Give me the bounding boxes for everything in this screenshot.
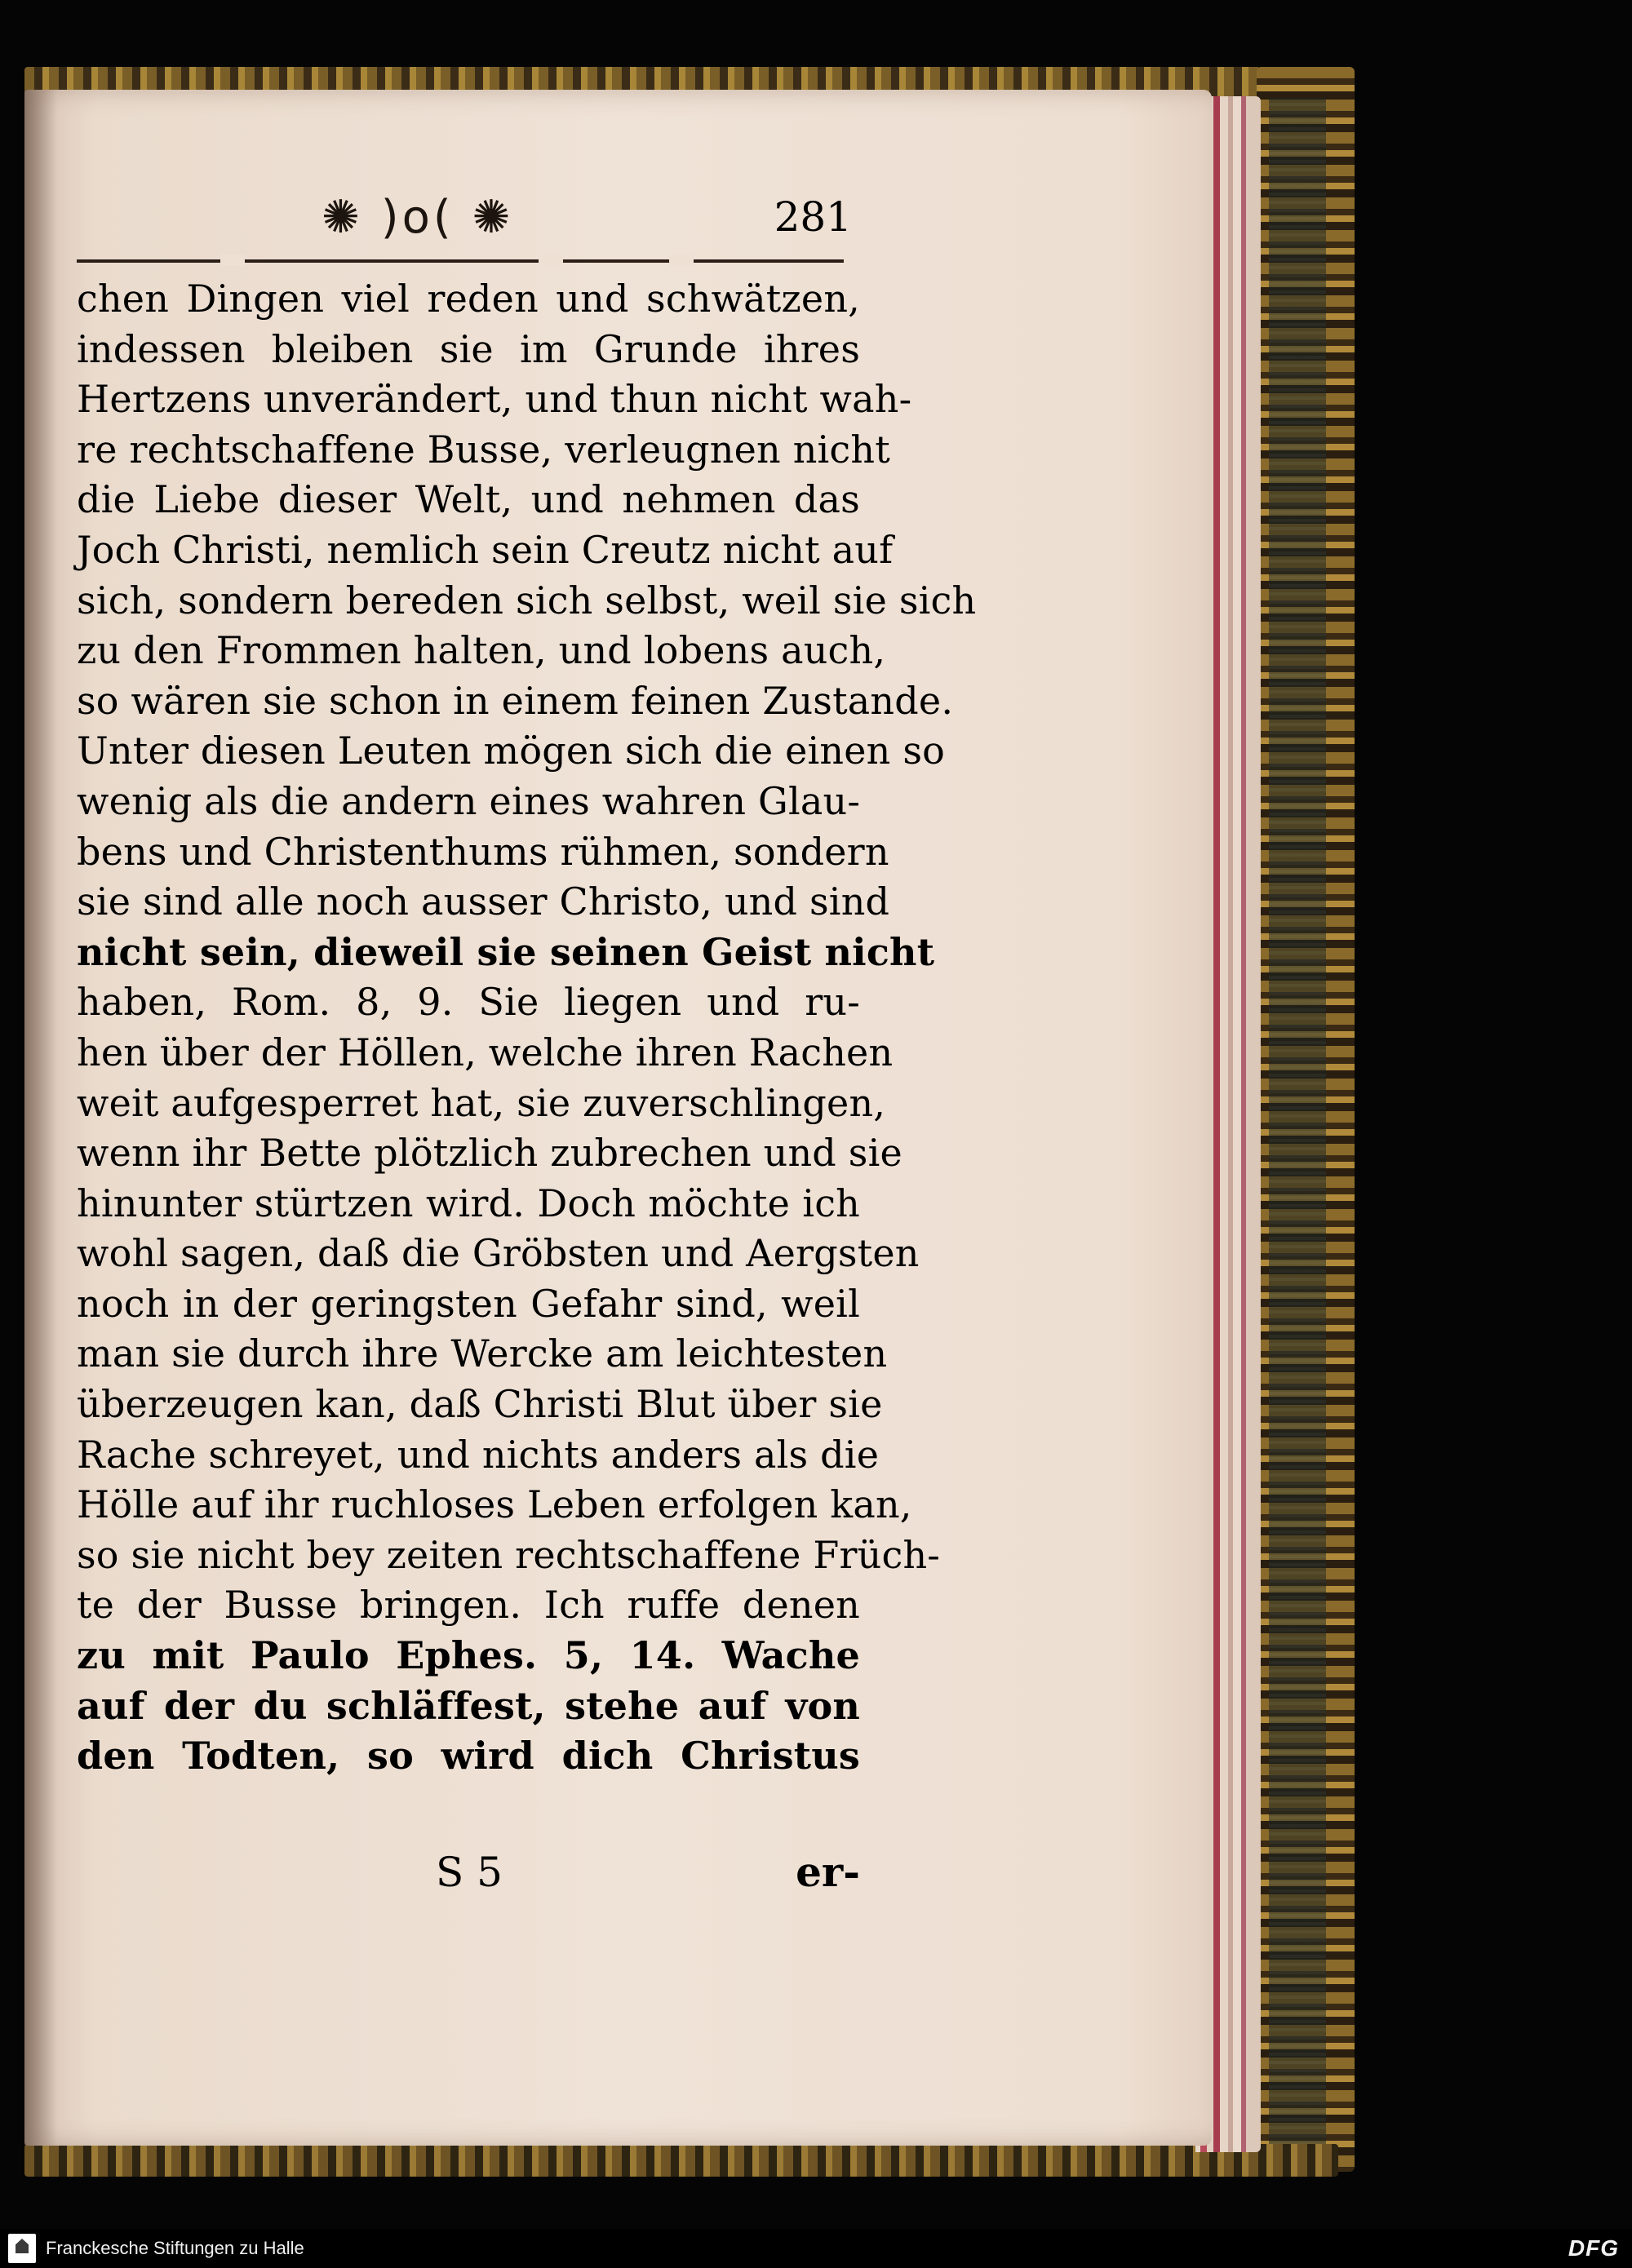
text-line: auf der du schläffest, stehe auf von [77,1683,860,1728]
text-line: wenn ihr Bette plötzlich zubrechen und sie [77,1131,902,1176]
text-line: zu mit Paulo Ephes. 5, 14. Wache [77,1633,860,1678]
text-line: nicht sein, dieweil sie seinen Geist nicht [77,929,935,974]
text-line: man sie durch ihre Wercke am leichtesten [77,1331,888,1376]
text-line: die Liebe dieser Welt, und nehmen das [77,477,860,522]
text-line: te der Busse bringen. Ich ruffe denen [77,1583,860,1628]
header-rule-gap [220,255,245,266]
text-line: noch in der geringsten Gefahr sind, weil [77,1281,860,1326]
text-line: zu den Frommen halten, und lobens auch, [77,628,886,673]
text-line: wohl sagen, daß die Gröbsten und Aergsten [77,1231,920,1276]
viewer-info-bar [0,2229,1632,2268]
text-line: wenig als die andern eines wahren Glau- [77,778,861,823]
running-head [77,189,860,246]
text-line: Hertzens unverändert, und thun nicht wah- [77,377,912,422]
funder-logo: DFG [1568,2235,1619,2261]
gutter-shadow [24,90,57,2146]
text-line: bens und Christenthums rühmen, sondern [77,829,889,874]
header-rule-gap [539,255,563,266]
catchword: er- [796,1848,860,1896]
page-number: 281 [774,193,852,241]
header-ornament: ✺ )o( ✺ [322,191,514,244]
text-line: den Todten, so wird dich Christus [77,1734,860,1779]
text-line: Rache schreyet, und nichts anders als die [77,1432,880,1477]
institution-name: Franckesche Stiftungen zu Halle [46,2238,304,2258]
text-line: sie sind alle noch ausser Christo, und sind [77,879,890,924]
header-rule [77,259,844,263]
text-line: so sie nicht bey zeiten rechtschaffene Früch- [77,1532,941,1577]
text-line: indessen bleiben sie im Grunde ihres [77,326,860,371]
text-line: weit aufgesperret hat, sie zuverschlingen, [77,1080,886,1125]
text-line: chen Dingen viel reden und schwätzen, [77,277,860,321]
text-line: so wären sie schon in einem feinen Zustande. [77,678,954,723]
text-line: Unter diesen Leuten mögen sich die einen so [77,729,946,773]
book-cover-inner [1269,98,1326,2146]
page-footer [77,1844,860,1901]
header-rule-gap [669,255,694,266]
signature-mark: S 5 [436,1849,503,1896]
text-line: Joch Christi, nemlich sein Creutz nicht auf [77,527,894,572]
text-line: Hölle auf ihr ruchloses Leben erfolgen kan, [77,1482,912,1527]
text-line: haben, Rom. 8, 9. Sie liegen und ru- [77,980,860,1025]
text-line: überzeugen kan, daß Christi Blut über sie [77,1382,883,1427]
body-text [77,274,977,1782]
text-line: hen über der Höllen, welche ihren Rachen [77,1030,894,1074]
text-line: re rechtschaffene Busse, verleugnen nicht [77,427,890,472]
institution-logo-icon [8,2234,36,2263]
text-line: sich, sondern bereden sich selbst, weil sie sich [77,578,977,622]
text-line: hinunter stürtzen wird. Doch möchte ich [77,1181,860,1225]
binding-bottom-edge [24,2144,1338,2177]
